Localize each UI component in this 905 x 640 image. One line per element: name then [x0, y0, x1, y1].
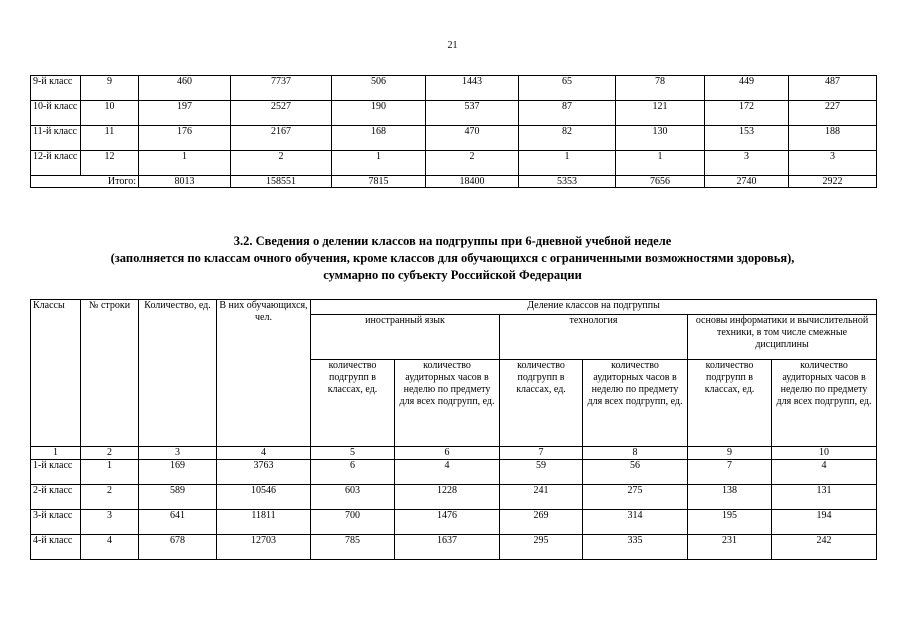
table-cell: 195	[688, 510, 772, 535]
header-foreign-language: иностранный язык	[311, 315, 500, 360]
table-cell: 3763	[217, 460, 311, 485]
table-cell: 130	[616, 126, 705, 151]
table-cell: 194	[772, 510, 877, 535]
table-cell: 2527	[231, 101, 332, 126]
column-number: 1	[31, 447, 81, 460]
header-subgroups: количество подгрупп в классах, ед.	[688, 360, 772, 447]
table-cell: 1476	[395, 510, 500, 535]
table-cell: 10	[81, 101, 139, 126]
header-hours: количество аудиторных часов в неделю по предмету для всех подгрупп, ед.	[395, 360, 500, 447]
header-subgroups: количество подгрупп в классах, ед.	[500, 360, 583, 447]
table-cell: 3	[789, 151, 877, 176]
table-cell: 78	[616, 76, 705, 101]
table-cell: 9	[81, 76, 139, 101]
table-cell: 335	[583, 535, 688, 560]
column-numbers-row	[31, 447, 877, 460]
table-cell: 7	[688, 460, 772, 485]
total-cell: 7656	[616, 176, 705, 188]
table-cell: 1637	[395, 535, 500, 560]
column-number: 8	[583, 447, 688, 460]
table-cell: 153	[705, 126, 789, 151]
row-label: 4-й класс	[31, 535, 81, 560]
table-row	[31, 460, 877, 485]
table-cell: 487	[789, 76, 877, 101]
column-number: 10	[772, 447, 877, 460]
table-cell: 4	[81, 535, 139, 560]
column-number: 9	[688, 447, 772, 460]
table-cell: 188	[789, 126, 877, 151]
table-cell: 65	[519, 76, 616, 101]
table-cell: 589	[139, 485, 217, 510]
row-label: 2-й класс	[31, 485, 81, 510]
table-cell: 56	[583, 460, 688, 485]
subgroup-division-table	[30, 299, 877, 560]
table-cell: 275	[583, 485, 688, 510]
table-cell: 449	[705, 76, 789, 101]
table-row	[31, 510, 877, 535]
row-label: 10-й класс	[31, 101, 81, 126]
section-heading	[0, 233, 905, 284]
column-number: 4	[217, 447, 311, 460]
table-cell: 82	[519, 126, 616, 151]
table-cell: 1	[332, 151, 426, 176]
table-cell: 1	[81, 460, 139, 485]
table-cell: 227	[789, 101, 877, 126]
section-scope: суммарно по субъекту Российской Федерации	[323, 268, 582, 282]
table-cell: 1	[139, 151, 231, 176]
header-division: Деление классов на подгруппы	[311, 300, 877, 315]
table-cell: 121	[616, 101, 705, 126]
table-cell: 700	[311, 510, 395, 535]
header-row-number: № строки	[81, 300, 139, 447]
table-cell: 641	[139, 510, 217, 535]
total-cell: 2740	[705, 176, 789, 188]
table-cell: 197	[139, 101, 231, 126]
table-cell: 241	[500, 485, 583, 510]
header-classes: Классы	[31, 300, 81, 447]
table-cell: 3	[705, 151, 789, 176]
row-label: 11-й класс	[31, 126, 81, 151]
table-row	[31, 151, 877, 176]
column-number: 3	[139, 447, 217, 460]
table-cell: 2	[426, 151, 519, 176]
table-cell: 176	[139, 126, 231, 151]
total-row	[31, 176, 877, 188]
table-row	[31, 535, 877, 560]
table-cell: 12703	[217, 535, 311, 560]
table-cell: 4	[395, 460, 500, 485]
table-cell: 4	[772, 460, 877, 485]
table-row	[31, 126, 877, 151]
table-cell: 1228	[395, 485, 500, 510]
table-cell: 537	[426, 101, 519, 126]
table-cell: 6	[311, 460, 395, 485]
total-cell: 18400	[426, 176, 519, 188]
table-cell: 2	[231, 151, 332, 176]
row-label: 3-й класс	[31, 510, 81, 535]
table-cell: 2	[81, 485, 139, 510]
header-count: Количество, ед.	[139, 300, 217, 447]
header-hours: количество аудиторных часов в неделю по предмету для всех подгрупп, ед.	[772, 360, 877, 447]
total-cell: 158551	[231, 176, 332, 188]
table-cell: 59	[500, 460, 583, 485]
table-cell: 10546	[217, 485, 311, 510]
total-cell: 7815	[332, 176, 426, 188]
header-subgroups: количество подгрупп в классах, ед.	[311, 360, 395, 447]
table-cell: 1	[616, 151, 705, 176]
table-cell: 87	[519, 101, 616, 126]
total-label: Итого:	[31, 176, 139, 188]
table-row	[31, 76, 877, 101]
table-row	[31, 101, 877, 126]
total-cell: 5353	[519, 176, 616, 188]
table-cell: 678	[139, 535, 217, 560]
row-label: 1-й класс	[31, 460, 81, 485]
table-cell: 2167	[231, 126, 332, 151]
continuation-table	[30, 75, 877, 188]
column-number: 5	[311, 447, 395, 460]
table-cell: 314	[583, 510, 688, 535]
table-cell: 1443	[426, 76, 519, 101]
header-technology: технология	[500, 315, 688, 360]
table-cell: 269	[500, 510, 583, 535]
table-cell: 11	[81, 126, 139, 151]
table-cell: 169	[139, 460, 217, 485]
section-note: (заполняется по классам очного обучения, кроме классов для обучающихся с ограниченными возможностями здоровья),	[110, 251, 795, 265]
table-cell: 12	[81, 151, 139, 176]
section-title: 3.2. Сведения о делении классов на подгруппы при 6-дневной учебной неделе	[233, 234, 672, 248]
table-cell: 3	[81, 510, 139, 535]
table-cell: 131	[772, 485, 877, 510]
table-cell: 506	[332, 76, 426, 101]
row-label: 9-й класс	[31, 76, 81, 101]
table-cell: 470	[426, 126, 519, 151]
table-row	[31, 485, 877, 510]
total-cell: 2922	[789, 176, 877, 188]
table-cell: 11811	[217, 510, 311, 535]
total-cell: 8013	[139, 176, 231, 188]
row-label: 12-й класс	[31, 151, 81, 176]
table-cell: 7737	[231, 76, 332, 101]
column-number: 7	[500, 447, 583, 460]
table-cell: 190	[332, 101, 426, 126]
column-number: 2	[81, 447, 139, 460]
table-cell: 138	[688, 485, 772, 510]
table-cell: 231	[688, 535, 772, 560]
page-number: 21	[447, 40, 458, 51]
table-cell: 785	[311, 535, 395, 560]
header-students: В них обучающихся, чел.	[217, 300, 311, 447]
table-cell: 460	[139, 76, 231, 101]
table-cell: 168	[332, 126, 426, 151]
header-informatics: основы информатики и вычислительной техники, в том числе смежные дисциплины	[688, 315, 877, 360]
table-cell: 1	[519, 151, 616, 176]
table-cell: 603	[311, 485, 395, 510]
column-number: 6	[395, 447, 500, 460]
table-cell: 295	[500, 535, 583, 560]
table-cell: 172	[705, 101, 789, 126]
header-hours: количество аудиторных часов в неделю по предмету для всех подгрупп, ед.	[583, 360, 688, 447]
table-cell: 242	[772, 535, 877, 560]
